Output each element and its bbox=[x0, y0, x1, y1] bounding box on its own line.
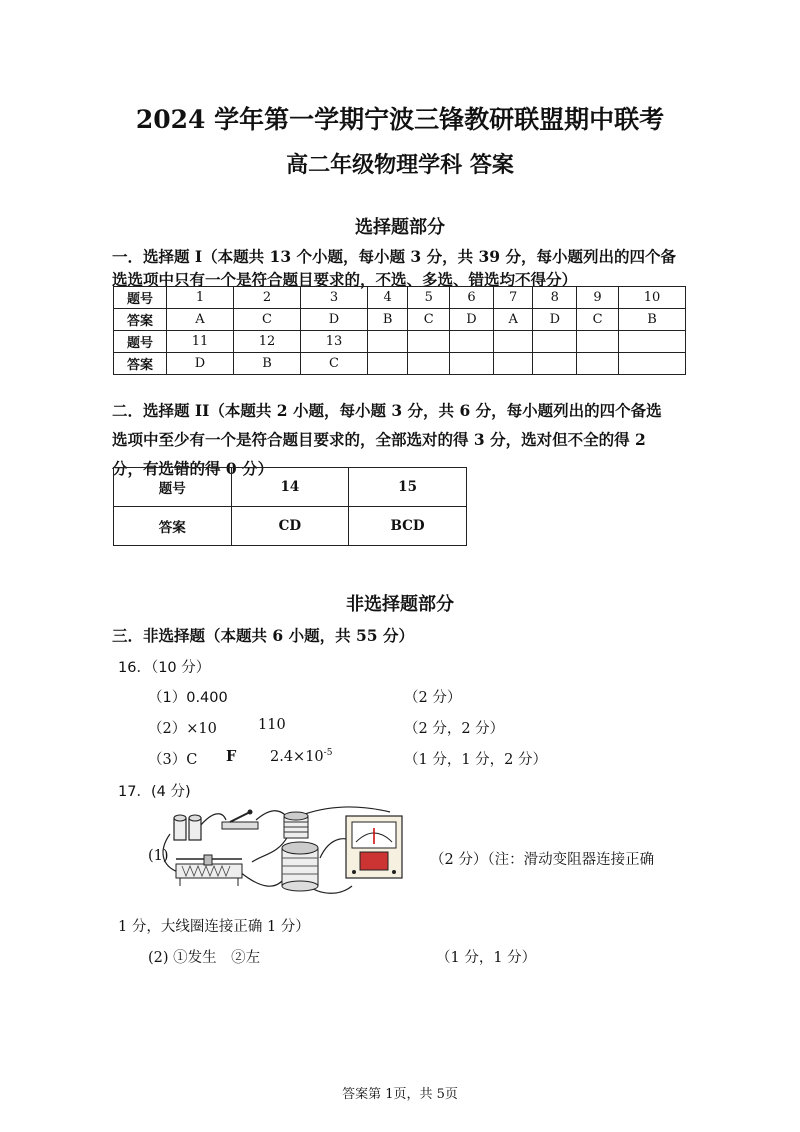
page-title: 2024 学年第一学期宁波三锋教研联盟期中联考 bbox=[135, 105, 665, 134]
page-subtitle: 高二年级物理学科 答案 bbox=[286, 152, 514, 178]
table-cell: D bbox=[450, 309, 494, 331]
table-label-answer: 答案 bbox=[114, 507, 232, 546]
table-label-answer: 答案 bbox=[114, 353, 167, 375]
q17-score-1-continued: 1 分，大线圈连接正确 1 分） bbox=[118, 919, 310, 935]
table-cell: B bbox=[618, 309, 685, 331]
answer-table-part2 bbox=[113, 467, 467, 546]
table-cell bbox=[450, 353, 494, 375]
table-cell: A bbox=[167, 309, 234, 331]
part2-intro-line3: 分，有选错的得 0 分） bbox=[112, 459, 274, 478]
table-cell: A bbox=[493, 309, 533, 331]
q16-answer-3c-exponent: -5 bbox=[323, 748, 333, 758]
q17-score-2: （1 分，1 分） bbox=[436, 950, 537, 966]
table-cell: C bbox=[301, 353, 368, 375]
table-cell: C bbox=[234, 309, 301, 331]
q16-answer-3b: F bbox=[226, 748, 237, 765]
table-cell: 8 bbox=[533, 287, 577, 309]
table-cell bbox=[450, 331, 494, 353]
q16-answer-2a: （2）×10 bbox=[148, 721, 217, 737]
table-cell bbox=[408, 331, 450, 353]
table-cell: C bbox=[408, 309, 450, 331]
rheostat-icon bbox=[176, 855, 242, 886]
table-row bbox=[114, 353, 686, 375]
table-cell: D bbox=[167, 353, 234, 375]
q16-answer-1: （1）0.400 bbox=[148, 690, 228, 706]
table-cell: 6 bbox=[450, 287, 494, 309]
section-choice-heading: 选择题部分 bbox=[355, 217, 445, 238]
large-coil-icon bbox=[282, 842, 318, 891]
q17-answer-2: (2) ①发生 ②左 bbox=[148, 950, 261, 966]
table-cell: 14 bbox=[231, 468, 349, 507]
table-cell bbox=[618, 331, 685, 353]
table-cell bbox=[493, 331, 533, 353]
table-cell: 3 bbox=[301, 287, 368, 309]
table-cell: 4 bbox=[368, 287, 408, 309]
table-cell: 1 bbox=[167, 287, 234, 309]
q16-answer-3c-base: 2.4×10 bbox=[270, 748, 324, 765]
table-cell: C bbox=[577, 309, 619, 331]
q16-answer-2b: 110 bbox=[258, 717, 286, 733]
table-cell: CD bbox=[231, 507, 349, 546]
galvanometer-icon bbox=[346, 816, 402, 878]
table-label-question: 题号 bbox=[114, 287, 167, 309]
table-cell bbox=[368, 353, 408, 375]
table-cell bbox=[493, 353, 533, 375]
answer-table-part1 bbox=[113, 286, 686, 375]
table-cell: 5 bbox=[408, 287, 450, 309]
part3-intro: 三．非选择题（本题共 6 小题，共 55 分） bbox=[112, 626, 414, 645]
part2-intro-line2: 选项中至少有一个是符合题目要求的，全部选对的得 3 分，选对但不全的得 2 bbox=[112, 430, 646, 449]
part2-intro-line1: 二．选择题 II（本题共 2 小题，每小题 3 分，共 6 分，每小题列出的四个备选 bbox=[112, 401, 662, 420]
table-cell: 7 bbox=[493, 287, 533, 309]
q17-part1-label: (1) bbox=[148, 848, 169, 864]
q16-heading: 16．（10 分） bbox=[118, 660, 211, 676]
switch-icon bbox=[222, 810, 258, 830]
part1-intro-line2: 选选项中只有一个是符合题目要求的，不选、多选、错选均不得分） bbox=[112, 270, 578, 289]
table-row bbox=[114, 468, 467, 507]
q17-heading: 17．(4 分) bbox=[118, 784, 191, 800]
table-cell: D bbox=[301, 309, 368, 331]
q16-answer-3a: （3）C bbox=[148, 752, 198, 768]
table-row bbox=[114, 507, 467, 546]
table-cell: B bbox=[368, 309, 408, 331]
table-label-answer: 答案 bbox=[114, 309, 167, 331]
table-cell: 12 bbox=[234, 331, 301, 353]
table-cell: 11 bbox=[167, 331, 234, 353]
table-cell bbox=[368, 331, 408, 353]
table-cell: 13 bbox=[301, 331, 368, 353]
table-cell bbox=[533, 353, 577, 375]
battery-icon bbox=[174, 815, 201, 840]
table-cell: B bbox=[234, 353, 301, 375]
q17-score-1: （2 分）（注：滑动变阻器连接正确 bbox=[430, 852, 655, 868]
table-cell bbox=[408, 353, 450, 375]
q16-answer-3c bbox=[270, 748, 332, 765]
table-cell: 10 bbox=[618, 287, 685, 309]
small-coil-icon bbox=[284, 812, 308, 838]
table-cell bbox=[618, 353, 685, 375]
page-footer: 答案第 1页，共 5页 bbox=[342, 1087, 458, 1102]
circuit-diagram bbox=[160, 806, 410, 898]
table-cell: D bbox=[533, 309, 577, 331]
table-row bbox=[114, 331, 686, 353]
table-row bbox=[114, 287, 686, 309]
q16-score-3: （1 分，1 分，2 分） bbox=[404, 752, 548, 768]
table-label-question: 题号 bbox=[114, 331, 167, 353]
table-cell: 15 bbox=[349, 468, 467, 507]
table-cell: BCD bbox=[349, 507, 467, 546]
table-cell bbox=[577, 353, 619, 375]
q16-score-1: （2 分） bbox=[404, 690, 462, 706]
q16-score-2: （2 分，2 分） bbox=[404, 721, 505, 737]
table-cell: 9 bbox=[577, 287, 619, 309]
table-row bbox=[114, 309, 686, 331]
part1-intro-line1: 一．选择题 I（本题共 13 个小题，每小题 3 分，共 39 分，每小题列出的四个备 bbox=[112, 247, 676, 266]
section-nonchoice-heading: 非选择题部分 bbox=[346, 594, 454, 615]
table-cell bbox=[533, 331, 577, 353]
table-cell: 2 bbox=[234, 287, 301, 309]
table-label-question: 题号 bbox=[114, 468, 232, 507]
table-cell bbox=[577, 331, 619, 353]
